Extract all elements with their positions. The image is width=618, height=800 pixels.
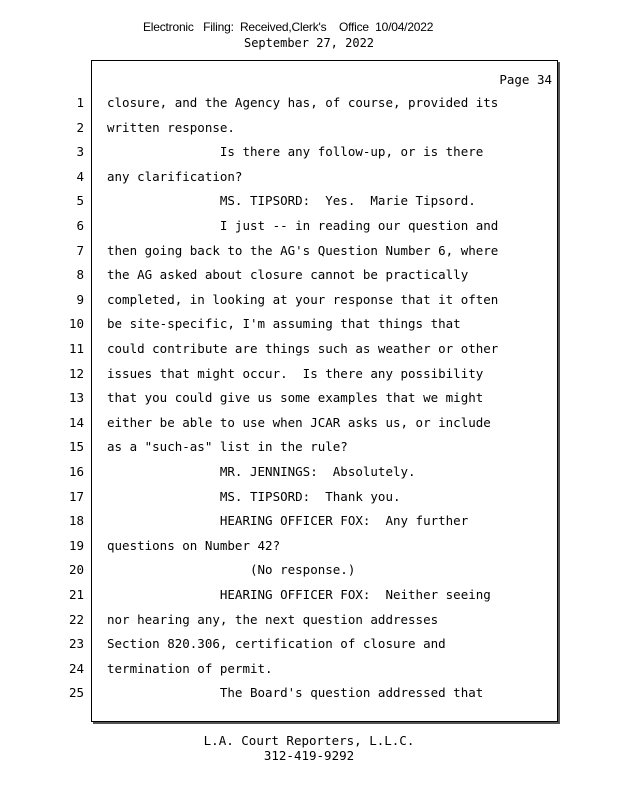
line-text: either be able to use when JCAR asks us, or include <box>107 414 491 430</box>
line-number: 9 <box>76 291 84 307</box>
line-text: Is there any follow-up, or is there <box>107 144 484 160</box>
transcript-line <box>0 169 618 194</box>
line-number: 22 <box>68 611 84 627</box>
line-text: Section 820.306, certification of closure and <box>107 636 446 652</box>
line-text: HEARING OFFICER FOX: Neither seeing <box>107 587 491 602</box>
line-text: the AG asked about closure cannot be practically <box>107 267 469 283</box>
transcript-line <box>0 95 618 120</box>
line-number: 5 <box>76 193 84 209</box>
line-number: 19 <box>68 537 84 553</box>
line-text: questions on Number 42? <box>107 537 281 553</box>
transcript-line <box>0 243 618 268</box>
footer-phone: 312-419-9292 <box>263 748 355 763</box>
line-text: I just -- in reading our question and <box>107 218 499 233</box>
transcript-line <box>0 193 618 218</box>
line-text: closure, and the Agency has, of course, provided its <box>107 95 499 110</box>
transcript-line <box>0 292 618 317</box>
transcript-line <box>0 538 618 563</box>
page-number: Page 34 <box>499 72 552 87</box>
transcript-line <box>0 218 618 243</box>
transcript-line <box>0 685 618 710</box>
transcript-line <box>0 316 618 341</box>
line-number: 13 <box>68 390 84 406</box>
line-number: 3 <box>76 144 84 160</box>
transcript-line <box>0 415 618 440</box>
line-text: as a "such-as" list in the rule? <box>107 439 348 455</box>
transcript-line <box>0 464 618 489</box>
line-text: MS. TIPSORD: Yes. Marie Tipsord. <box>107 193 476 209</box>
transcript-line <box>0 120 618 145</box>
line-number: 16 <box>68 464 84 479</box>
line-number: 20 <box>68 562 84 578</box>
line-number: 23 <box>68 636 84 652</box>
line-number: 2 <box>76 119 84 135</box>
line-text: written response. <box>107 119 235 135</box>
footer-company: L.A. Court Reporters, L.L.C. <box>203 733 415 748</box>
transcript-line <box>0 439 618 464</box>
line-text: MR. JENNINGS: Absolutely. <box>107 464 416 479</box>
line-text: then going back to the AG's Question Number 6, where <box>107 242 499 258</box>
line-number: 12 <box>68 365 84 381</box>
line-text: issues that might occur. Is there any possibility <box>107 365 484 381</box>
line-number: 18 <box>68 513 84 529</box>
transcript-line <box>0 661 618 686</box>
line-text: termination of permit. <box>107 660 273 676</box>
line-number: 6 <box>76 218 84 233</box>
transcript-line <box>0 513 618 538</box>
line-number: 17 <box>68 488 84 504</box>
line-text: MS. TIPSORD: Thank you. <box>107 488 401 504</box>
line-number: 25 <box>68 685 84 701</box>
line-text: The Board's question addressed that <box>107 685 484 701</box>
line-number: 1 <box>76 95 84 110</box>
transcript-line <box>0 562 618 587</box>
transcript-line <box>0 489 618 514</box>
line-number: 8 <box>76 267 84 283</box>
line-number: 15 <box>68 439 84 455</box>
line-number: 24 <box>68 660 84 676</box>
line-number: 7 <box>76 242 84 258</box>
line-text: could contribute are things such as weather or other <box>107 341 499 356</box>
transcript-line <box>0 636 618 661</box>
line-text: be site-specific, I'm assuming that things that <box>107 316 461 332</box>
line-number: 4 <box>76 168 84 184</box>
line-number: 21 <box>68 587 84 602</box>
filing-stamp: Electronic Filing: Received,Clerk's Office 10/04/2022 <box>143 20 434 34</box>
line-text: that you could give us some examples that we might <box>107 390 484 406</box>
line-text: (No response.) <box>107 562 356 578</box>
line-number: 14 <box>68 414 84 430</box>
line-text: any clarification? <box>107 168 243 184</box>
transcript-line <box>0 587 618 612</box>
transcript-line <box>0 144 618 169</box>
transcript-date: September 27, 2022 <box>243 36 375 50</box>
line-number: 10 <box>68 316 84 332</box>
line-text: nor hearing any, the next question addresses <box>107 611 439 627</box>
line-number: 11 <box>68 341 84 356</box>
transcript-line <box>0 267 618 292</box>
transcript-line <box>0 341 618 366</box>
transcript-line <box>0 390 618 415</box>
transcript-line <box>0 366 618 391</box>
transcript-line <box>0 612 618 637</box>
line-text: completed, in looking at your response that it often <box>107 291 499 307</box>
line-text: HEARING OFFICER FOX: Any further <box>107 513 469 529</box>
